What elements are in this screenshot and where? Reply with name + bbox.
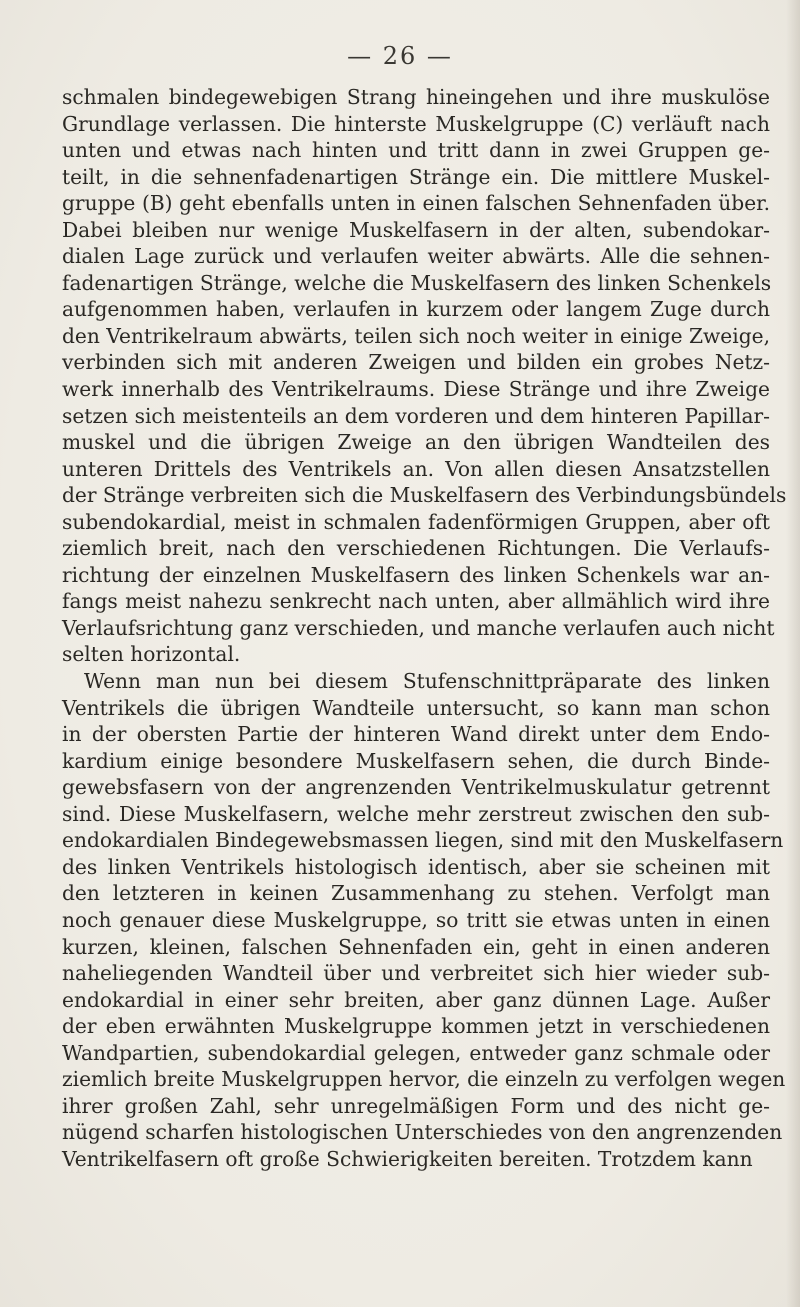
text-line: Verlaufsrichtung ganz verschieden, und manche verlaufen auch nicht	[62, 615, 775, 640]
text-line: muskel und die übrigen Zweige an den übrigen Wandteilen des	[62, 430, 770, 455]
text-line: der eben erwähnten Muskelgruppe kommen jetzt in verschiedenen	[62, 1014, 770, 1039]
text-line: schmalen bindegewebigen Strang hineingehen und ihre muskulöse	[62, 85, 770, 109]
text-line: gruppe (B) geht ebenfalls unten in einen falschen Sehnenfaden über.	[62, 191, 770, 216]
text-line: den Ventrikelraum abwärts, teilen sich noch weiter in einige Zweige,	[62, 323, 770, 348]
text-line: Dabei bleiben nur wenige Muskelfasern in der alten, subendokar-	[62, 217, 770, 242]
text-line: aufgenommen haben, verlaufen in kurzem oder langem Zuge durch	[62, 297, 770, 322]
text-line: Ventrikelfasern oft große Schwierigkeiten bereiten. Trotzdem kann	[62, 1146, 753, 1171]
text-line: verbinden sich mit anderen Zweigen und bilden ein grobes Netz-	[62, 350, 770, 375]
text-line: setzen sich meistenteils an dem vorderen und dem hinteren Papillar-	[62, 403, 770, 428]
text-line: den letzteren in keinen Zusammenhang zu stehen. Verfolgt man	[62, 881, 770, 906]
text-line: ihrer großen Zahl, sehr unregelmäßigen Form und des nicht ge-	[62, 1093, 770, 1118]
text-line: Grundlage verlassen. Die hinterste Muskelgruppe (C) verläuft nach	[62, 111, 770, 136]
text-line: noch genauer diese Muskelgruppe, so tritt sie etwas unten in einen	[62, 907, 770, 932]
text-line: der Stränge verbreiten sich die Muskelfasern des Verbindungsbündels	[62, 483, 787, 508]
text-line: gewebsfasern von der angrenzenden Ventrikelmuskulatur getrennt	[62, 775, 770, 800]
text-line: endokardial in einer sehr breiten, aber ganz dünnen Lage. Außer	[62, 987, 770, 1012]
text-line: endokardialen Bindegewebsmassen liegen, sind mit den Muskelfasern	[62, 828, 784, 853]
text-line: richtung der einzelnen Muskelfasern des linken Schenkels war an-	[62, 562, 770, 587]
text-line: ziemlich breit, nach den verschiedenen Richtungen. Die Verlaufs-	[62, 536, 770, 561]
page-edge-shadow	[786, 0, 800, 1307]
text-line: unteren Drittels des Ventrikels an. Von allen diesen Ansatzstellen	[62, 456, 770, 481]
text-line: Ventrikels die übrigen Wandteile untersucht, so kann man schon	[62, 695, 770, 720]
text-line: werk innerhalb des Ventrikelraums. Diese Stränge und ihre Zweige	[62, 377, 770, 402]
text-line: selten horizontal.	[62, 642, 241, 667]
text-line: teilt, in die sehnenfadenartigen Stränge ein. Die mittlere Muskel-	[62, 164, 770, 189]
text-line: kardium einige besondere Muskelfasern sehen, die durch Binde-	[62, 748, 770, 773]
text-line: fangs meist nahezu senkrecht nach unten, aber allmählich wird ihre	[62, 589, 770, 614]
text-line: in der obersten Partie der hinteren Wand direkt unter dem Endo-	[62, 722, 770, 747]
text-line: subendokardial, meist in schmalen fadenförmigen Gruppen, aber oft	[62, 509, 770, 534]
text-line: Wenn man nun bei diesem Stufenschnittpräparate des linken	[84, 669, 770, 694]
text-line: des linken Ventrikels histologisch identisch, aber sie scheinen mit	[62, 854, 770, 879]
text-line: kurzen, kleinen, falschen Sehnenfaden ein, geht in einen anderen	[62, 934, 770, 959]
text-line: unten und etwas nach hinten und tritt dann in zwei Gruppen ge-	[62, 138, 770, 163]
text-line: ziemlich breite Muskelgruppen hervor, die einzeln zu verfolgen wegen	[62, 1067, 786, 1092]
text-line: Wandpartien, subendokardial gelegen, entweder ganz schmale oder	[62, 1040, 770, 1065]
text-line: naheliegenden Wandteil über und verbreitet sich hier wieder sub-	[62, 961, 770, 986]
text-line: nügend scharfen histologischen Unterschiedes von den angrenzenden	[62, 1120, 783, 1145]
page-number: — 26 —	[347, 42, 453, 70]
body-text	[62, 84, 787, 1172]
text-line: sind. Diese Muskelfasern, welche mehr zerstreut zwischen den sub-	[62, 801, 770, 826]
text-line: fadenartigen Stränge, welche die Muskelfasern des linken Schenkels	[62, 270, 772, 295]
text-line: dialen Lage zurück und verlaufen weiter abwärts. Alle die sehnen-	[62, 244, 770, 269]
